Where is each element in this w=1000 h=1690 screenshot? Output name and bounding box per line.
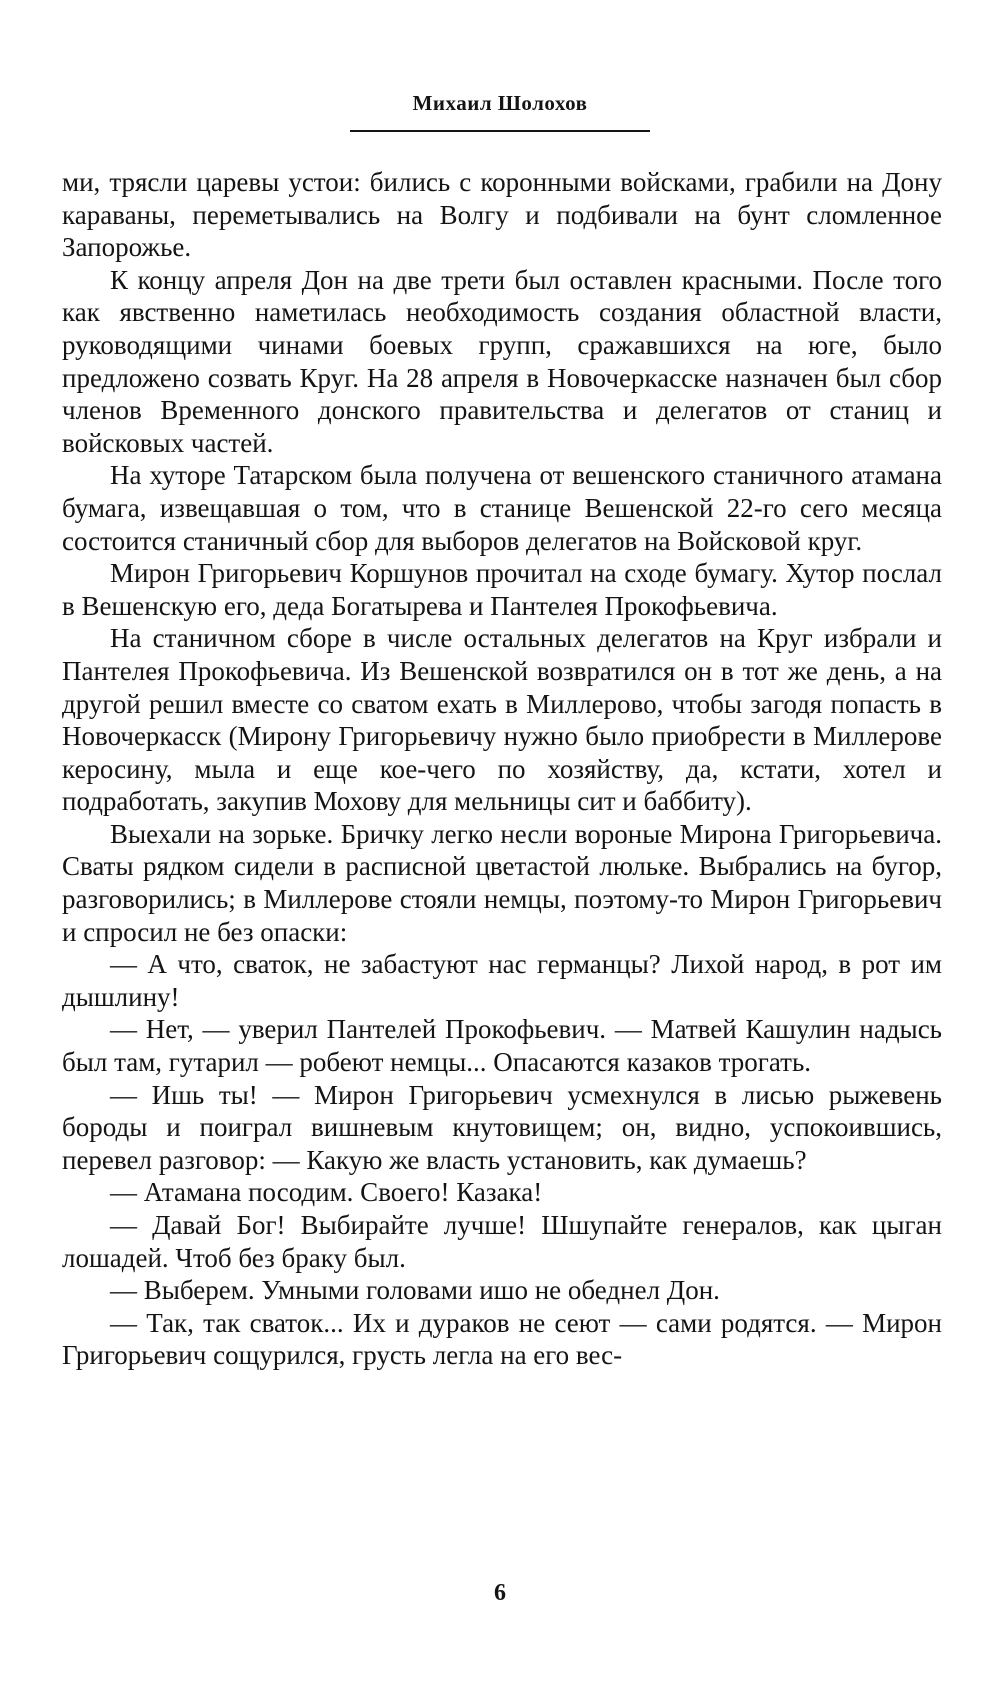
paragraph: Выехали на зорьке. Бричку легко несли вороные Мирона Григорьевича. Сваты рядком сидели в расписной цветастой люльке. Выбрались на бугор, разговорились; в Миллерове стояли немцы, поэтому-то Мирон Григорьевич и спросил не без опаски: [62,818,942,947]
paragraph: ми, трясли царевы устои: бились с коронными войсками, грабили на Дону караваны, переметывались на Волгу и подбивали на бунт сломленное Запорожье. [62,167,942,263]
running-head-author: Михаил Шолохов [412,91,588,115]
dialogue-line: — Атамана посодим. Своего! Казака! [110,1177,543,1208]
paragraph: К концу апреля Дон на две трети был оставлен красными. После того как явственно наметилась необходимость создания областной власти, руководящими чинами боевых групп, сражавшихся на юге, было предложено созвать Круг. На 28 апреля в Новочеркасске назначен был сбор членов Временного донского правительства и делегатов от станиц и войсковых частей. [62,264,942,458]
dialogue-line: — Давай Бог! Выбирайте лучше! Шшупайте генералов, как цыган лошадей. Чтоб без браку был. [62,1210,942,1273]
dialogue-line: — Ишь ты! — Мирон Григорьевич усмехнулся в лисью рыжевень бороды и поиграл вишневым кнутовищем; он, видно, успокоившись, перевел разговор: — Какую же власть установить, как думаешь? [62,1079,942,1175]
dialogue-line: — Нет, — уверил Пантелей Прокофьевич. — Матвей Кашулин надысь был там, гутарил — робеют немцы... Опасаются казаков трогать. [62,1014,942,1078]
paragraph: Мирон Григорьевич Коршунов прочитал на сходе бумагу. Хутор послал в Вешенскую его, деда Богатырева и Пантелея Прокофьевича. [62,558,942,621]
page-number: 6 [494,1580,506,1606]
dialogue-line: — Выберем. Умными головами ишо не обеднел Дон. [110,1275,720,1306]
dialogue-line: — А что, сваток, не забастуют нас германцы? Лихой народ, в рот им дышлину! [62,949,942,1012]
header-rule [350,130,650,132]
paragraph: На станичном сборе в числе остальных делегатов на Круг избрали и Пантелея Прокофьевича. Из Вешенской возвратился он в тот же день, а на другой решил вместе со сватом ехать в Миллерово, чтобы загодя попасть в Новочеркасск (Мирону Григорьевичу нужно было приобрести в Миллерове керосину, мыла и еще кое-чего по хозяйству, да, кстати, хотел и подработать, закупив Мохову для мельницы сит и баббиту). [62,623,942,817]
dialogue-line: — Так, так сваток... Их и дураков не сеют — сами родятся. — Мирон Григорьевич сощурился, грусть легла на его вес- [62,1307,942,1371]
paragraph: На хуторе Татарском была получена от вешенского станичного атамана бумага, извещавшая о том, что в станице Вешенской 22-го сего месяца состоится станичный сбор для выборов делегатов на Войсковой круг. [62,460,942,556]
body-text [62,166,942,1372]
